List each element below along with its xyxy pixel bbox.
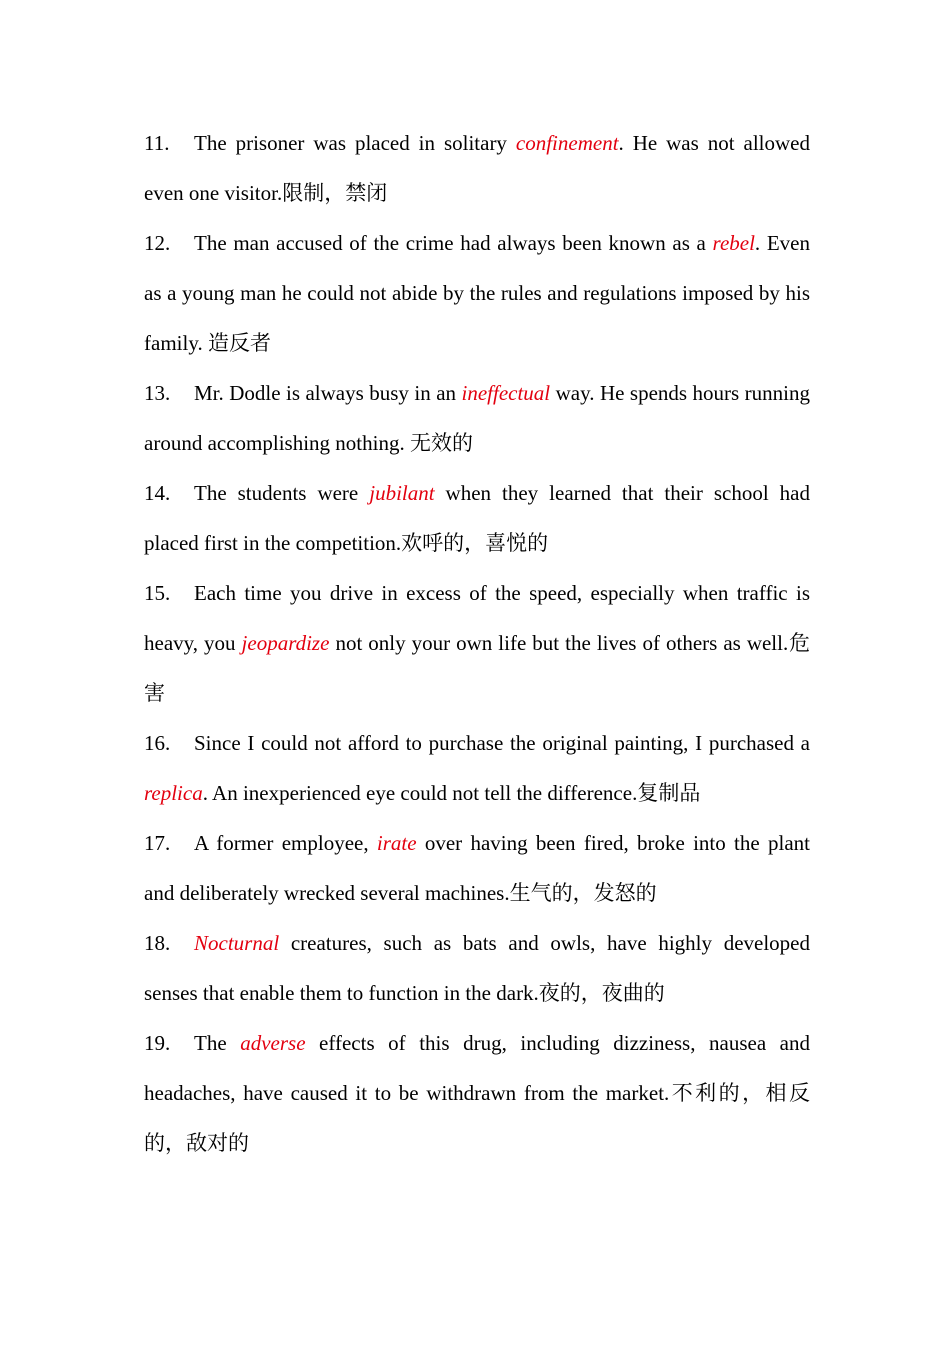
item-number: 19. [144, 1031, 171, 1055]
keyword-highlight: rebel [712, 231, 755, 255]
sentence-text-before: The man accused of the crime had always been known as a [194, 231, 713, 255]
keyword-highlight: replica [144, 781, 203, 805]
item-number: 17. [144, 831, 171, 855]
keyword-highlight: ineffectual [461, 381, 551, 405]
keyword-highlight: irate [376, 831, 417, 855]
vocab-item-11 [144, 118, 810, 218]
sentence-text-after: not only your own life but the lives of others as well.危害 [144, 631, 810, 705]
sentence-text-before: The prisoner was placed in solitary [194, 131, 516, 155]
sentence-text-before: Since I could not afford to purchase the original painting, I purchased a [194, 731, 810, 755]
item-number: 15. [144, 581, 171, 605]
sentence-text-after: . An inexperienced eye could not tell the difference.复制品 [202, 781, 701, 805]
vocab-item-16 [144, 718, 810, 818]
vocab-item-14 [144, 468, 810, 568]
item-number: 12. [144, 231, 171, 255]
keyword-highlight: adverse [240, 1031, 306, 1055]
vocab-item-12 [144, 218, 810, 368]
sentence-text-after: way. He spends hours running around accomplishing nothing. 无效的 [144, 381, 810, 455]
sentence-text-before: The [194, 1031, 241, 1055]
sentence-text-after: . Even as a young man he could not abide by the rules and regulations imposed by his family. 造反者 [144, 231, 810, 355]
sentence-text-before: The students were [194, 481, 370, 505]
vocab-item-18 [144, 918, 810, 1018]
item-number: 13. [144, 381, 171, 405]
sentence-text-after: . He was not allowed even one visitor.限制，禁闭 [144, 131, 810, 205]
keyword-highlight: Nocturnal [194, 931, 280, 955]
vocab-item-15 [144, 568, 810, 718]
item-number: 14. [144, 481, 171, 505]
sentence-text-before: Each time you drive in excess of the speed, especially when traffic is heavy, you [144, 581, 810, 655]
sentence-text-after: effects of this drug, including dizziness, nausea and headaches, have caused it to be withdrawn from the market.不利的，相反的，敌对的 [144, 1031, 810, 1155]
sentence-text-before: A former employee, [194, 831, 377, 855]
sentence-text-after: creatures, such as bats and owls, have highly developed senses that enable them to function in the dark.夜的，夜曲的 [144, 931, 810, 1005]
vocab-item-19 [144, 1018, 810, 1168]
document-page [144, 118, 810, 1168]
keyword-highlight: confinement [515, 131, 619, 155]
sentence-text-before: Mr. Dodle is always busy in an [194, 381, 462, 405]
sentence-text-after: when they learned that their school had placed first in the competition.欢呼的，喜悦的 [144, 481, 810, 555]
item-number: 11. [144, 131, 170, 155]
sentence-text-after: over having been fired, broke into the plant and deliberately wrecked several machines.生气的，发怒的 [144, 831, 810, 905]
item-number: 18. [144, 931, 171, 955]
vocab-item-13 [144, 368, 810, 468]
keyword-highlight: jeopardize [241, 631, 330, 655]
keyword-highlight: jubilant [369, 481, 435, 505]
vocab-item-17 [144, 818, 810, 918]
item-number: 16. [144, 731, 171, 755]
